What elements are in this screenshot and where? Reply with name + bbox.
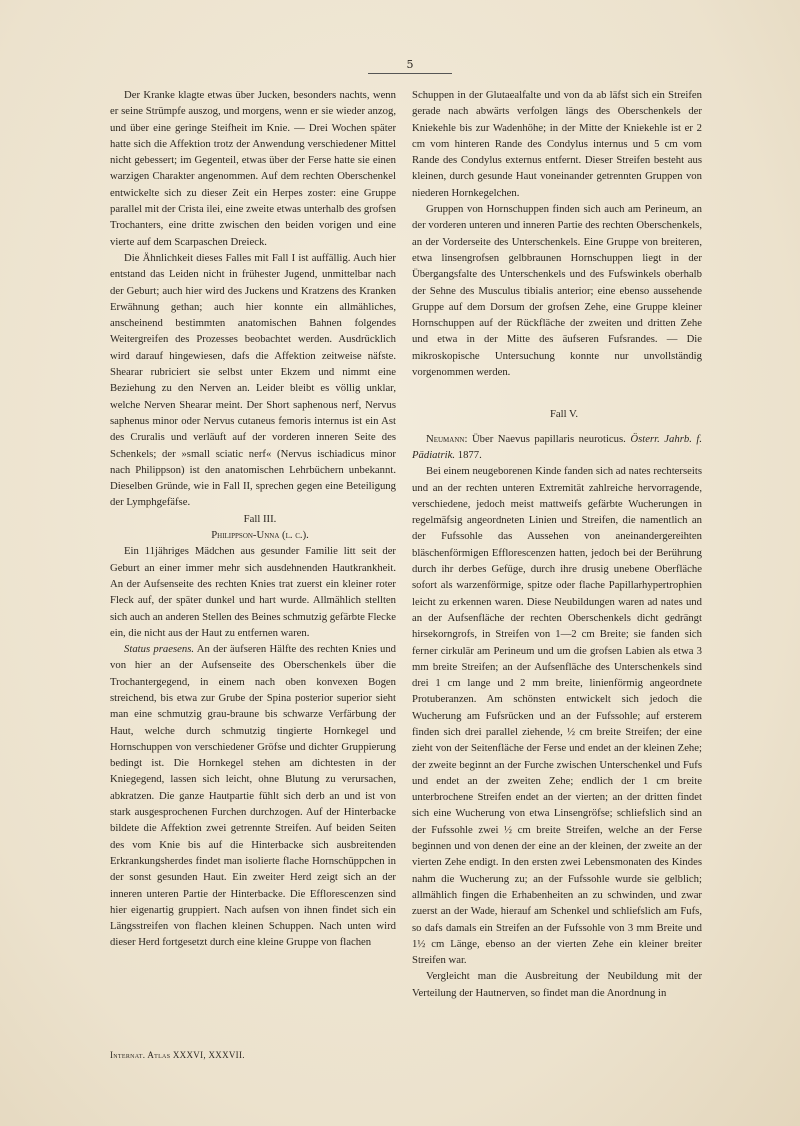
right-column xyxy=(412,87,702,1001)
reference-author: Neumann: xyxy=(426,432,468,445)
reference-title: Über Naevus papillaris neuroticus. xyxy=(471,432,626,445)
right-paragraph-2: Gruppen von Hornschuppen finden sich auch am Perineum, an der vorderen unteren und inneren Partie des rechten Oberschenkels, an der Vorderseite des Unterschenkels. Eine Gruppe von breiteren, etwa linsengrofsen gelbbraunen Hornschuppen liegt in der Übergangsfalte des Unterschenkels und des Fufswinkels oberhalb der Sehne des Musculus tibialis anterior; eine ebenso aussehende Gruppe auf dem Dorsum der grofsen Zehe, eine Gruppe kleiner Hornschuppen auf der Rückfläche der zweiten und dritten Zehe und etwa in der Mitte des äufseren Fufsrandes. — Die mikroskopische Untersuchung konnte nur unvollständig vorgenommen werden. xyxy=(412,203,702,379)
right-paragraph-3: Bei einem neugeborenen Kinde fanden sich ad nates rechterseits und an der rechten unteren Extremität zahlreiche hervorragende, verschiedene, jedoch meist mattweifs gefärbte Wucherungen in regelmäfsig angeordneten Linien und Streifen, die namentlich an der Fufssohle das Aussehen von aneinandergereihten bläschenförmigen Efflorescenzen hatten, jedoch bei der Berührung durch ihr derbes Gefüge, durch ihre drusig unebene Oberfläche sofort als warzenförmige, spitze oder flache Papillarhypertrophien leicht zu erkennen waren. Diese Neubildungen waren ad nates und an der Aufsenfläche der rechten Oberschenkels dicht gedrängt hirsekorngrofs, in Streifen von 1—2 cm Breite; sie fanden sich ferner cirkulär am Perineum und um die grofsen Labien als etwa 3 mm breite Streifen; an der Aufsenfläche des Unterschenkels sind drei 1 cm lange und 2 mm breite, linienförmig angeordnete Protuberanzen. Am schönsten entwickelt sich jedoch die Wucherung am Fufsrücken und an der Fufssohle; auf ersterem finden sich drei parallel ziehende, ½ cm breite Streifen; der eine zieht von der Seitenfläche der Ferse und endet an der kleinen Zehe; der zweite beginnt an der Furche zwischen Unterschenkel und Fufs und endet an der zweiten Zehe; endlich der 1 cm breite unterbrochene Streifen endet an der vierten; an der dritten findet sich eine Wucherung von etwa Linsengröfse; schliefslich sind an der Fufssohle zwei ½ cm breite Streifen, welche an der Ferse beginnen und von denen der eine an der kleinen, der zweite an der vierten Zehe endigt. In den ersten zwei Lebensmonaten des Kindes nahm die Wucherung zu; an der Fufssohle wurde sie gelblich; allmählich fingen die Erhabenheiten an zu schwinden, und zwar zuerst an der Wade, hierauf am Schenkel und schliefslich am Fufs, so dafs damals ein Streifen an der Fufssohle von 3 mm Breite und 1½ cm Länge, ebenso an der vierten Zehe ein kleiner breiter Streifen war. xyxy=(412,465,702,967)
section-subheading-fall-3: Philippson-Unna (l. c.). xyxy=(211,529,309,542)
section-heading-fall-3: Fall III. xyxy=(243,512,277,525)
right-paragraph-4: Vergleicht man die Ausbreitung der Neubildung mit der Verteilung der Hautnerven, so findet man die Anordnung in xyxy=(412,970,702,999)
right-paragraph-1: Schuppen in der Glutaealfalte und von da ab läfst sich ein Streifen gerade nach abwärts verfolgen längs des Oberschenkels der Kniekehle bis zur Wadenhöhe; in der Mitte der Kniekehle ist er 2 cm vom hinteren Rande des Condylus internus und 5 cm vom Rande des Condylus externus entfernt. Dieser Streifen besteht aus kleinen, durch gesunde Haut voneinander getrennten Gruppen von niederen Hornkegelchen. xyxy=(412,89,702,199)
footer-signature: Internat. Atlas XXXVI, XXXVII. xyxy=(110,1050,245,1060)
reference-journal: Österr. Jahrb. f. Pädiatrik. xyxy=(412,432,703,461)
left-paragraph-1: Der Kranke klagte etwas über Jucken, besonders nachts, wenn er seine Strümpfe auszog, und morgens, wenn er sie wieder anzog, und über eine geringe Steifheit im Knie. — Drei Wochen später hatte sich die Affektion trotz der Anwendung verschiedener Mittel nicht gebessert; im Gegenteil, etwas über der Ferse hatte sie einen warzigen Charakter angenommen. Auf dem rechten Oberschenkel entwickelte sich zu dieser Zeit ein Herpes zoster: eine Gruppe parallel mit der Crista ilei, eine zweite etwas unterhalb des grofsen Trochanters, eine dritte zwischen den beiden vorigen und eine vierte auf dem Scarpaschen Dreieck. xyxy=(110,89,396,248)
reference-year: 1877. xyxy=(457,448,482,461)
left-paragraph-4 xyxy=(110,641,396,951)
left-column xyxy=(110,87,396,951)
status-praesens-label: Status praesens. xyxy=(124,643,195,656)
page-number-rule xyxy=(368,73,452,74)
left-paragraph-2: Die Ähnlichkeit dieses Falles mit Fall I ist auffällig. Auch hier entstand das Leiden nicht in frühester Jugend, unmittelbar nach der Geburt; auch hier wird des Juckens und Kratzens des Kranken Erwähnung gethan; auch hier konnte ein allmähliches, anscheinend bestimmten anatomischen Bahnen folgendes Weitergreifen des Prozesses beobachtet werden. Ausdrücklich wird darauf hingewiesen, dafs die Affektion zeitweise näfste. Shearar rubriciert sie selbst unter Ekzem und nimmt eine Beziehung zu den Nerven an. Leider bleibt es völlig unklar, welche Nerven Shearar meint. Der Short saphenous nerf, Nervus saphenus minor oder Nervus cutaneus femoris internus ist ein Ast des Cruralis und verläuft auf der vorderen inneren Seite des Schenkels; der »small sciatic nerf« (Nervus ischiadicus minor nach Philippson) ist den anatomischen Lehrbüchern unbekannt. Dieselben Gründe, wie in Fall II, sprechen gegen eine Beteiligung der Lymphgefäfse. xyxy=(110,251,396,509)
left-paragraph-4-text: An der äufseren Hälfte des rechten Knies und von hier an der Aufsenseite des Oberschenkels über die Trochantergegend, in einem nach oben konvexen Bogen streichend, bis etwa zur Grube der Spina posterior superior sieht man eine schmutzig grau-braune bis schwarze Verfärbung der Haut, welche durch schmutzig tingierte Hornkegel und Hornschuppen von verschiedener Gröfse und dichter Gruppierung bedingt ist. Die Hornkegel stehen am dichtesten in der Kniegegend, lassen sich leicht, ohne Blutung zu verursachen, abkratzen. Die ganze Hautpartie fühlt sich derb an und ist von stark ausgesprochenen Furchen durchzogen. Auf der Hinterbacke bildete die Affektion zwei getrennte Streifen. Auf beiden Seiten des vom Knie bis auf die Hinterbacke sich ausbreitenden Erkrankungsherdes findet man isolierte flache Hornschüppchen in der sonst gesunden Haut. Ein zweiter Herd zeigt sich an der inneren unteren Partie der Hinterbacke. Die Efflorescenzen sind hier eigenartig gruppiert. Nach aufsen von ihnen findet sich ein Längsstreifen von flachen kleinen Schuppen. Nach unten wird dieser Herd fortgesetzt durch eine kleine Gruppe von flachen xyxy=(110,643,397,949)
left-paragraph-3: Ein 11jähriges Mädchen aus gesunder Familie litt seit der Geburt an einer immer mehr sich ausdehnenden Hautkrankheit. An der Aufsenseite des rechten Knies trat zuerst ein kleiner roter Fleck auf, der später dunkel und hart wurde. Allmählich stellten sich auch an anderen Stellen des Beines schmutzig gefärbte Flecke ein, die nicht aus der Haut zu entfernen waren. xyxy=(110,545,396,639)
section-heading-fall-5: Fall V. xyxy=(549,408,579,421)
page-number: 5 xyxy=(406,58,414,71)
reference-citation xyxy=(412,431,702,464)
